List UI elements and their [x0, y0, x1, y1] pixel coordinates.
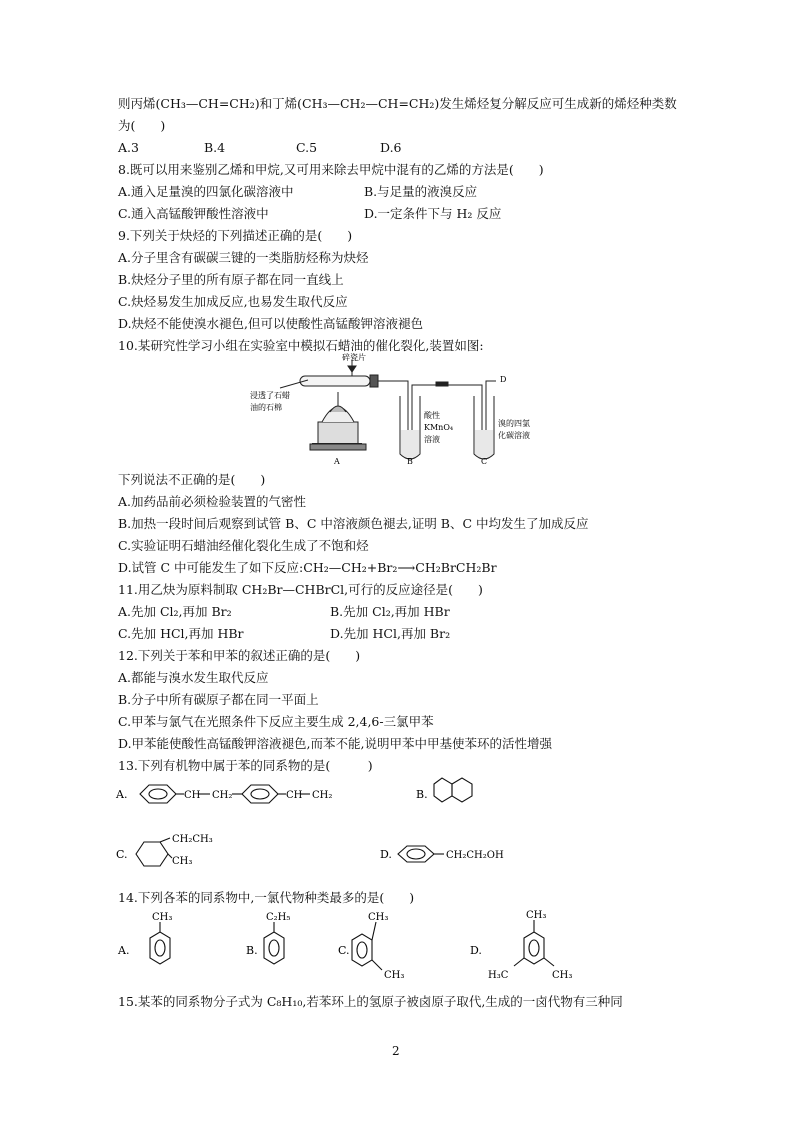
q9-option-b: B.炔烃分子里的所有原子都在同一直线上: [118, 272, 344, 287]
q10-question: 下列说法不正确的是( ): [118, 472, 266, 487]
q14-c-group-2: CH₃: [384, 970, 405, 981]
q12-stem: 12.下列关于苯和甲苯的叙述正确的是( ): [118, 648, 361, 663]
q14-b-group: C₂H₅: [266, 912, 291, 923]
q9-option-a: A.分子里含有碳碳三键的一类脂肪烃称为炔烃: [118, 250, 369, 265]
q12-option-a: A.都能与溴水发生取代反应: [118, 670, 269, 685]
q13-stem: 13.下列有机物中属于苯的同系物的是( ): [118, 758, 373, 773]
q14-c-group-1: CH₃: [368, 912, 389, 923]
q8-stem: 8.既可以用来鉴别乙烯和甲烷,又可用来除去甲烷中混有的乙烯的方法是( ): [118, 162, 544, 177]
label-bromine-1: 溴的四氯: [498, 419, 530, 428]
label-kmno4-1: 酸性: [424, 411, 440, 420]
q14-a-group: CH₃: [152, 912, 173, 923]
q14-d-letter: D.: [470, 944, 482, 957]
q14-a-letter: A.: [118, 944, 130, 957]
q9-option-c: C.炔烃易发生加成反应,也易发生取代反应: [118, 294, 348, 309]
q9-stem: 9.下列关于炔烃的下列描述正确的是( ): [118, 228, 353, 243]
label-cotton-1: 浸透了石蜡: [250, 391, 290, 400]
q13-c-letter: C.: [116, 848, 128, 861]
q7-option-d: D.6: [380, 140, 402, 155]
q7-option-b: B.4: [204, 140, 226, 155]
q10-option-c: C.实验证明石蜡油经催化裂化生成了不饱和烃: [118, 538, 369, 553]
q10-stem: 10.某研究性学习小组在实验室中模拟石蜡油的催化裂化,装置如图:: [118, 338, 484, 353]
q10-option-d: D.试管 C 中可能发生了如下反应:CH₂—CH₂+Br₂⟶CH₂BrCH₂Br: [118, 560, 497, 575]
label-b: B: [407, 457, 413, 466]
q11-option-d: D.先加 HCl,再加 Br₂: [330, 626, 451, 641]
q11-option-b: B.先加 Cl₂,再加 HBr: [330, 604, 450, 619]
q12-option-b: B.分子中所有碳原子都在同一平面上: [118, 692, 319, 707]
q8-option-d: D.一定条件下与 H₂ 反应: [364, 206, 502, 221]
q9-option-d: D.炔烃不能使溴水褪色,但可以使酸性高锰酸钾溶液褪色: [118, 316, 424, 331]
label-d: D: [500, 375, 507, 384]
q13-a-group-2: CH₂: [212, 790, 233, 801]
q11-stem: 11.用乙炔为原料制取 CH₂Br—CHBrCl,可行的反应途径是( ): [118, 582, 483, 597]
q8-option-a: A.通入足量溴的四氯化碳溶液中: [118, 184, 294, 199]
label-bromine-2: 化碳溶液: [498, 431, 530, 440]
q12-option-d: D.甲苯能使酸性高锰酸钾溶液褪色,而苯不能,说明甲苯中甲基使苯环的活性增强: [118, 736, 552, 751]
q14-c-letter: C.: [338, 944, 350, 957]
label-a: A: [334, 457, 340, 466]
q7-stem-end: 为( ): [118, 118, 166, 133]
q11-option-c: C.先加 HCl,再加 HBr: [118, 626, 244, 641]
q13-c-group-2: CH₃: [172, 856, 193, 867]
label-cotton-2: 油的石棉: [250, 403, 282, 412]
q14-d-group-3: CH₃: [552, 970, 573, 981]
page-number: 2: [392, 1044, 400, 1058]
q10-option-b: B.加热一段时间后观察到试管 B、C 中溶液颜色褪去,证明 B、C 中均发生了加成反应: [118, 516, 589, 531]
q13-a-letter: A.: [116, 788, 128, 801]
q14-d-group-1: CH₃: [526, 910, 547, 921]
q14-b-letter: B.: [246, 944, 258, 957]
q13-a-group-4: CH₂: [312, 790, 333, 801]
q13-d-group-1: CH₂CH₂OH: [446, 850, 504, 861]
q14-d-group-2: H₃C: [488, 970, 509, 981]
q14-structures: [112, 908, 592, 988]
q13-c-group-1: CH₂CH₃: [172, 834, 213, 845]
q12-option-c: C.甲苯与氯气在光照条件下反应主要生成 2,4,6-三氯甲苯: [118, 714, 434, 729]
label-kmno4-2: KMnO₄: [424, 423, 454, 432]
q13-a-group-1: CH: [184, 790, 201, 801]
q8-option-b: B.与足量的液溴反应: [364, 184, 478, 199]
q11-option-a: A.先加 Cl₂,再加 Br₂: [118, 604, 232, 619]
q14-stem: 14.下列各苯的同系物中,一氯代物种类最多的是( ): [118, 890, 415, 905]
q7-stem-line: 则丙烯(CH₃—CH=CH₂)和丁烯(CH₃—CH₂—CH=CH₂)发生烯烃复分解反应可生成新的烯烃种类数: [118, 96, 677, 111]
q13-structures: [112, 772, 532, 872]
q8-option-c: C.通入高锰酸钾酸性溶液中: [118, 206, 269, 221]
label-c: C: [481, 457, 488, 466]
label-kmno4-3: 溶液: [424, 435, 440, 444]
q7-option-c: C.5: [296, 140, 318, 155]
q13-d-letter: D.: [380, 848, 392, 861]
q15-stem: 15.某苯的同系物分子式为 C₈H₁₀,若苯环上的氢原子被卤原子取代,生成的一卤代物有三种同: [118, 994, 623, 1009]
q10-option-a: A.加药品前必须检验装置的气密性: [118, 494, 307, 509]
q13-a-group-3: CH: [286, 790, 303, 801]
label-chips: 碎瓷片: [342, 353, 366, 362]
cracking-apparatus-diagram: [250, 352, 550, 468]
q13-b-letter: B.: [416, 788, 428, 801]
q7-option-a: A.3: [118, 140, 139, 155]
